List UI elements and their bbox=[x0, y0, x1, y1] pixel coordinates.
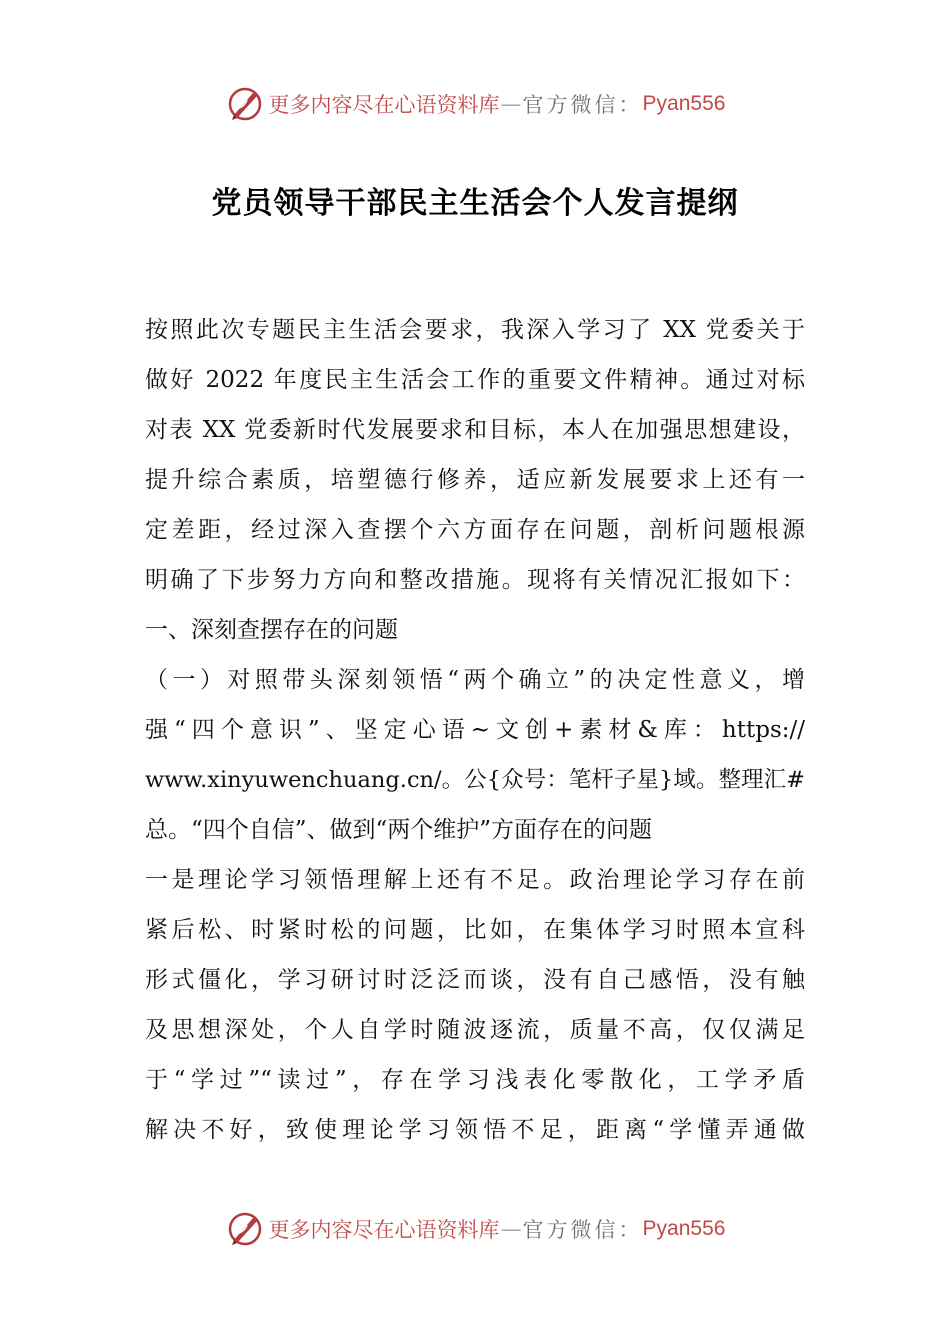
body-line: （一）对照带头深刻领悟“两个确立”的决定性意义，增 bbox=[145, 667, 805, 693]
banner-separator: — bbox=[500, 92, 522, 116]
document-title: 党员领导干部民主生活会个人发言提纲 bbox=[211, 186, 739, 221]
banner-text bbox=[269, 1214, 726, 1244]
body-line: 定差距，经过深入查摆个六方面存在问题，剖析问题根源 bbox=[145, 517, 805, 543]
body-line: 按照此次专题民主生活会要求，我深入学习了 XX 党委关于 bbox=[145, 317, 805, 343]
body-line: 总。“四个自信”、做到“两个维护”方面存在的问题 bbox=[145, 817, 653, 843]
body-line: 解决不好，致使理论学习领悟不足，距离“学懂弄通做 bbox=[145, 1117, 805, 1143]
body-line: 一是理论学习领悟理解上还有不足。政治理论学习存在前 bbox=[145, 867, 805, 893]
banner-text bbox=[269, 89, 726, 119]
body-line: www.xinyuwenchuang.cn/。公{众号：笔杆子星}域。整理汇# bbox=[145, 767, 805, 793]
banner-separator: — bbox=[500, 1217, 522, 1241]
banner-wechat-id: Pyan556 bbox=[642, 1217, 726, 1240]
body-line: 做好 2022 年度民主生活会工作的重要文件精神。通过对标 bbox=[145, 367, 805, 393]
pen-circle-logo-icon bbox=[225, 1209, 265, 1249]
body-line: 于“学过”“读过”，存在学习浅表化零散化，工学矛盾 bbox=[145, 1067, 805, 1093]
body-line: 对表 XX 党委新时代发展要求和目标，本人在加强思想建设， bbox=[145, 417, 805, 443]
section-heading: 一、深刻查摆存在的问题 bbox=[145, 617, 398, 643]
banner-wechat-label: 官方微信： bbox=[522, 1218, 643, 1242]
body-line: 形式僵化，学习研讨时泛泛而谈，没有自己感悟，没有触 bbox=[145, 967, 805, 993]
body-line: 及思想深处，个人自学时随波逐流，质量不高，仅仅满足 bbox=[145, 1017, 805, 1043]
document-body bbox=[145, 305, 805, 1155]
banner-wechat-id: Pyan556 bbox=[642, 92, 726, 115]
banner-site-name: 更多内容尽在心语资料库 bbox=[268, 1218, 500, 1242]
body-line: 提升综合素质，培塑德行修养，适应新发展要求上还有一 bbox=[145, 467, 805, 493]
banner-wechat-label: 官方微信： bbox=[522, 93, 643, 117]
footer-banner bbox=[0, 1207, 950, 1251]
banner-site-name: 更多内容尽在心语资料库 bbox=[268, 93, 500, 117]
pen-circle-logo-icon bbox=[225, 84, 265, 124]
header-banner bbox=[0, 82, 950, 126]
body-line: 紧后松、时紧时松的问题，比如，在集体学习时照本宣科 bbox=[145, 917, 805, 943]
body-line: 强“四个意识”、坚定心语~文创+素材&库：https:// bbox=[145, 717, 805, 743]
body-line: 明确了下步努力方向和整改措施。现将有关情况汇报如下： bbox=[145, 567, 805, 593]
